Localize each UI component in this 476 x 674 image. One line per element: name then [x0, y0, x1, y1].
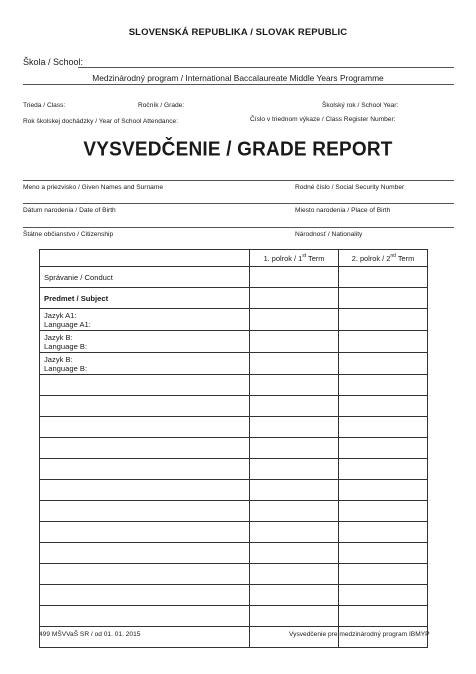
grade-cell[interactable] [339, 480, 428, 501]
grade-cell[interactable] [339, 606, 428, 627]
nationality-label: Národnosť / Nationality [295, 231, 363, 238]
subject-cell[interactable] [40, 564, 250, 585]
table-row [40, 417, 428, 438]
grade-cell[interactable] [339, 438, 428, 459]
grade-cell[interactable] [339, 501, 428, 522]
table-row [40, 331, 428, 353]
grade-cell[interactable] [250, 375, 339, 396]
grade-cell[interactable] [250, 309, 339, 331]
subject-cell[interactable] [40, 480, 250, 501]
language-b-label-2: Jazyk B: Language B: [40, 353, 250, 375]
grade-cell[interactable] [250, 543, 339, 564]
grade-cell[interactable] [250, 396, 339, 417]
table-row [40, 501, 428, 522]
grade-cell[interactable] [339, 585, 428, 606]
conduct-term2-cell[interactable] [339, 267, 428, 288]
table-header-row [40, 250, 428, 267]
school-label: Škola / School: [23, 57, 84, 67]
language-a1-label: Jazyk A1: Language A1: [40, 309, 250, 331]
subject-header-row [40, 288, 428, 309]
grade-cell[interactable] [339, 522, 428, 543]
table-row [40, 375, 428, 396]
citizenship-label: Štátne občianstvo / Citizenship [23, 231, 114, 238]
school-field-line[interactable] [78, 67, 454, 68]
subject-cell[interactable] [40, 585, 250, 606]
register-number-label: Číslo v triednom výkaze / Class Register Number: [250, 116, 396, 123]
grade-cell[interactable] [250, 438, 339, 459]
language-b-label: Jazyk B: Language B: [40, 331, 250, 353]
program-name: Medzinárodný program / International Baccalaureate Middle Years Programme [92, 73, 384, 83]
subject-cell[interactable] [40, 606, 250, 627]
grade-label: Ročník / Grade: [138, 102, 185, 109]
form-description: Vysvedčenie pre medzinárodný program IBMYP [289, 631, 430, 638]
grades-table [39, 249, 428, 648]
grade-cell[interactable] [339, 331, 428, 353]
grade-cell[interactable] [250, 353, 339, 375]
grade-cell[interactable] [250, 417, 339, 438]
term1-header: 1. polrok / 1st Term [250, 250, 339, 267]
grade-cell[interactable] [250, 459, 339, 480]
table-row [40, 543, 428, 564]
table-row [40, 396, 428, 417]
page-title: VYSVEDČENIE / GRADE REPORT [83, 138, 393, 161]
subject-cell[interactable] [40, 543, 250, 564]
table-row [40, 522, 428, 543]
dob-field-line[interactable] [23, 227, 454, 228]
grade-cell[interactable] [339, 459, 428, 480]
conduct-label: Správanie / Conduct [40, 267, 250, 288]
table-row [40, 564, 428, 585]
table-row [40, 353, 428, 375]
conduct-term1-cell[interactable] [250, 267, 339, 288]
class-label: Trieda / Class: [23, 102, 66, 109]
attendance-label: Rok školskej dochádzky / Year of School Attendance: [23, 118, 179, 125]
header-blank-cell [40, 250, 250, 267]
grade-cell[interactable] [339, 396, 428, 417]
subject-cell[interactable] [40, 522, 250, 543]
grade-cell[interactable] [339, 417, 428, 438]
grade-cell[interactable] [339, 543, 428, 564]
country-heading: SLOVENSKÁ REPUBLIKA / SLOVAK REPUBLIC [128, 27, 348, 38]
grade-cell[interactable] [339, 353, 428, 375]
subject-header-term2 [339, 288, 428, 309]
conduct-row [40, 267, 428, 288]
subject-cell[interactable] [40, 501, 250, 522]
grade-cell[interactable] [339, 309, 428, 331]
table-row [40, 309, 428, 331]
table-row [40, 585, 428, 606]
subject-cell[interactable] [40, 375, 250, 396]
table-row [40, 480, 428, 501]
grade-cell[interactable] [250, 331, 339, 353]
grade-cell[interactable] [250, 564, 339, 585]
grade-cell[interactable] [250, 585, 339, 606]
grade-cell[interactable] [250, 606, 339, 627]
program-underline [23, 84, 454, 85]
grade-cell[interactable] [250, 522, 339, 543]
grade-cell[interactable] [339, 375, 428, 396]
name-field-line[interactable] [23, 180, 454, 181]
grade-cell[interactable] [250, 480, 339, 501]
table-row [40, 459, 428, 480]
subject-cell[interactable] [40, 396, 250, 417]
school-year-label: Školský rok / School Year: [322, 102, 399, 109]
subject-cell[interactable] [40, 459, 250, 480]
form-code: 499 MŠVVaŠ SR / od 01. 01. 2015 [39, 631, 141, 638]
grade-cell[interactable] [250, 501, 339, 522]
ssn-label: Rodné číslo / Social Security Number [295, 184, 405, 191]
name-ssn-line-below [23, 203, 454, 204]
table-row [40, 438, 428, 459]
subject-header-term1 [250, 288, 339, 309]
term2-header: 2. polrok / 2nd Term [339, 250, 428, 267]
subject-cell[interactable] [40, 417, 250, 438]
name-label: Meno a priezvisko / Given Names and Surname [23, 184, 163, 191]
table-row [40, 606, 428, 627]
grade-cell[interactable] [339, 564, 428, 585]
pob-label: Miesto narodenia / Place of Birth [295, 207, 391, 214]
subject-header: Predmet / Subject [40, 288, 250, 309]
dob-label: Dátum narodenia / Date of Birth [23, 207, 116, 214]
subject-cell[interactable] [40, 438, 250, 459]
